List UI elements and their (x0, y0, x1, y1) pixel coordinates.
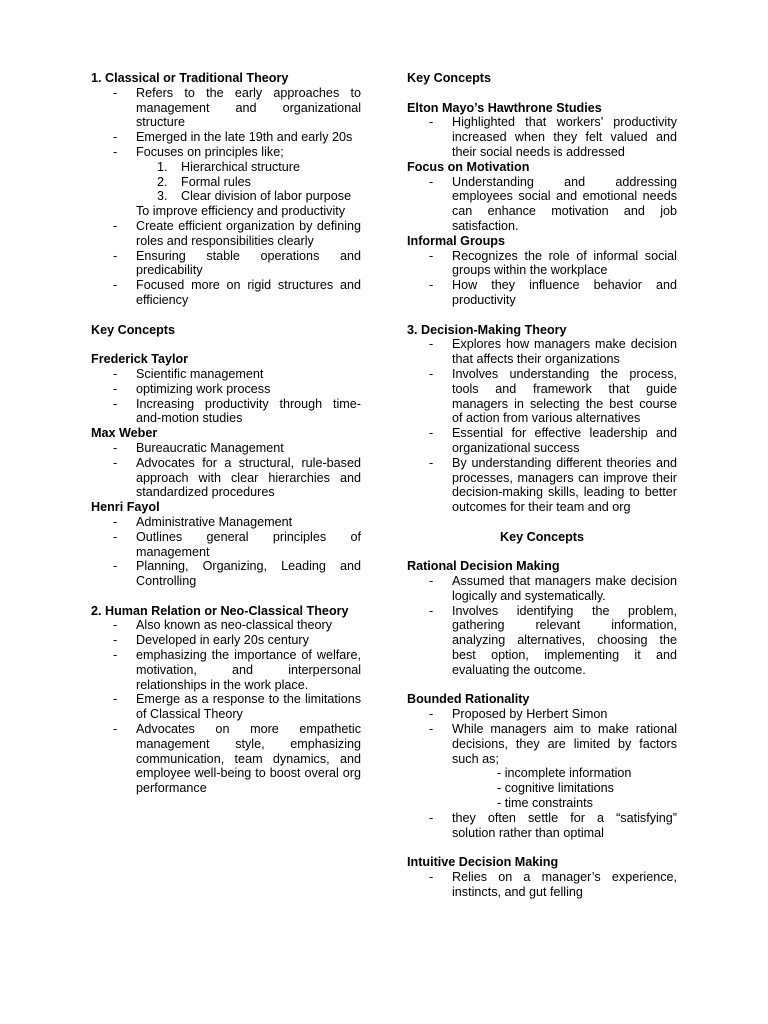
bullet-text: Essential for effective leadership and organizational success (452, 426, 677, 455)
section-heading: Key Concepts (407, 71, 491, 85)
bullet-item (407, 604, 677, 678)
dash-bullet: - (113, 278, 118, 293)
list-number: 1. (157, 159, 168, 174)
bullet-item (407, 249, 677, 279)
bullet-text: Planning, Organizing, Leading and Controlling (136, 559, 361, 589)
blank-line (407, 678, 677, 693)
bullet-text: Developed in early 20s century (136, 633, 309, 648)
bullet-item (91, 618, 361, 633)
list-number: 3. (157, 189, 168, 204)
numbered-item (91, 175, 361, 190)
dash-bullet: - (429, 722, 434, 737)
bullet-item (91, 633, 361, 648)
bullet-text: Assumed that managers make decision logically and systematically. (452, 574, 677, 603)
bullet-text: they often settle for a “satisfying” solution rather than optimal (452, 810, 677, 840)
dash-bullet: - (113, 248, 118, 263)
bullet-item (407, 722, 677, 766)
section-heading: Focus on Motivation (407, 159, 530, 174)
sub-item: - time constraints (497, 796, 593, 811)
bullet-item (407, 278, 677, 308)
numbered-item (91, 160, 361, 175)
bullet-item (91, 722, 361, 796)
bullet-text: Refers to the early approaches to management and organizational structure (136, 85, 361, 130)
bullet-item (91, 648, 361, 692)
bullet-text: Also known as neo-classical theory (136, 618, 332, 633)
section-heading: Frederick Taylor (91, 352, 189, 367)
numbered-item (91, 189, 361, 204)
section-heading: Elton Mayo’s Hawthrone Studies (407, 100, 602, 115)
dash-bullet: - (429, 707, 434, 722)
bullet-item (91, 559, 361, 589)
bullet-text: optimizing work process (136, 381, 271, 396)
bullet-text: Advocates on more empathetic management style, emphasizing communication, team dynamics, and employee well-being to boost overal org performance (136, 722, 361, 796)
bullet-text: Increasing productivity through time-and-motion studies (136, 396, 361, 426)
bullet-text: Focuses on principles like; (136, 144, 284, 159)
dash-bullet: - (429, 574, 434, 589)
section-heading: Informal Groups (407, 233, 505, 248)
dash-bullet: - (113, 692, 118, 707)
bullet-text: Proposed by Herbert Simon (452, 707, 608, 722)
dash-bullet: - (113, 144, 118, 159)
bullet-item (91, 219, 361, 249)
bullet-text: How they influence behavior and productivity (452, 278, 677, 307)
bullet-item (407, 175, 677, 234)
bullet-item (91, 530, 361, 560)
section-heading: Bounded Rationality (407, 692, 530, 707)
bullet-item (91, 382, 361, 397)
sub-item: - incomplete information (497, 766, 632, 781)
bullet-item (91, 249, 361, 279)
blank-line (407, 840, 677, 855)
section-heading: Rational Decision Making (407, 559, 560, 574)
dash-bullet: - (429, 870, 434, 885)
section-heading: Intuitive Decision Making (407, 855, 559, 870)
bullet-item (91, 441, 361, 456)
dash-bullet: - (113, 559, 118, 574)
bullet-item (407, 811, 677, 841)
bullet-item (407, 426, 677, 456)
bullet-text: Focused more on rigid structures and efficiency (136, 278, 361, 307)
dash-bullet: - (113, 633, 118, 648)
dash-bullet: - (113, 514, 118, 529)
dash-bullet: - (113, 396, 118, 411)
section-heading: Henri Fayol (91, 500, 160, 515)
bullet-text: Explores how managers make decision that affects their organizations (452, 337, 677, 367)
bullet-text: Create efficient organization by defining roles and responsibilities clearly (136, 218, 361, 248)
dash-bullet: - (429, 603, 434, 618)
bullet-text: emphasizing the importance of welfare, motivation, and interpersonal relationships in the work place. (136, 648, 361, 692)
bullet-item (91, 515, 361, 530)
bullet-item (407, 337, 677, 367)
bullet-text: Bureaucratic Management (136, 440, 284, 455)
dash-bullet: - (429, 337, 434, 352)
bullet-item (91, 397, 361, 427)
bullet-text: Emerged in the late 19th and early 20s (136, 130, 353, 145)
section-heading: Max Weber (91, 426, 158, 441)
dash-bullet: - (429, 278, 434, 293)
dash-bullet: - (429, 455, 434, 470)
bullet-item (91, 145, 361, 160)
bullet-text: Relies on a manager’s experience, instincts, and gut felling (452, 870, 677, 899)
paragraph: To improve efficiency and productivity (136, 204, 346, 219)
bullet-text: Outlines general principles of management (136, 529, 361, 559)
dash-bullet: - (113, 218, 118, 233)
dash-bullet: - (429, 174, 434, 189)
blank-line (407, 515, 677, 530)
bullet-text: Advocates for a structural, rule-based approach with clear hierarchies and standardized procedures (136, 455, 361, 500)
right-column (407, 71, 677, 900)
blank-line (91, 337, 361, 352)
dash-bullet: - (429, 366, 434, 381)
dash-bullet: - (429, 248, 434, 263)
blank-line (91, 308, 361, 323)
dash-bullet: - (113, 381, 118, 396)
bullet-item (91, 130, 361, 145)
bullet-item (407, 367, 677, 426)
dash-bullet: - (113, 648, 118, 663)
dash-bullet: - (113, 529, 118, 544)
bullet-text: Understanding and addressing employees social and emotional needs can enhance motivation and job satisfaction. (452, 174, 677, 233)
bullet-item (91, 278, 361, 308)
numbered-text: Hierarchical structure (181, 159, 300, 174)
blank-line (407, 545, 677, 560)
dash-bullet: - (113, 618, 118, 633)
left-column (91, 71, 361, 796)
bullet-text: Administrative Management (136, 514, 293, 529)
bullet-text: Scientific management (136, 366, 264, 381)
list-number: 2. (157, 174, 168, 189)
dash-bullet: - (113, 130, 118, 145)
dash-bullet: - (113, 440, 118, 455)
bullet-text: By understanding different theories and processes, managers can improve their decision-making skills, leading to better outcomes for their team and org (452, 455, 677, 515)
dash-bullet: - (113, 722, 118, 737)
sub-item: - cognitive limitations (497, 781, 614, 796)
bullet-text: Emerge as a response to the limitations of Classical Theory (136, 692, 361, 722)
bullet-text: Involves identifying the problem, gathering relevant information, analyzing alternatives, choosing the best option, implementing it and evaluating the outcome. (452, 603, 677, 677)
dash-bullet: - (113, 85, 118, 100)
blank-line (407, 86, 677, 101)
bullet-item (91, 367, 361, 382)
dash-bullet: - (113, 455, 118, 470)
bullet-text: Highlighted that workers’ productivity increased when they felt valued and their social needs is addressed (452, 115, 677, 159)
section-heading: 3. Decision-Making Theory (407, 322, 567, 337)
section-heading: Key Concepts (91, 322, 175, 337)
bullet-text: Involves understanding the process, tools and framework that guide managers in selecting the best course of action from various alternatives (452, 366, 677, 426)
bullet-text: Recognizes the role of informal social groups within the workplace (452, 248, 677, 278)
blank-line (407, 308, 677, 323)
numbered-text: Formal rules (181, 174, 251, 189)
bullet-item (407, 115, 677, 159)
bullet-item (407, 456, 677, 515)
section-heading: 2. Human Relation or Neo-Classical Theory (91, 603, 349, 618)
bullet-item (91, 86, 361, 130)
bullet-item (407, 574, 677, 604)
bullet-item (91, 456, 361, 500)
bullet-item (91, 692, 361, 722)
dash-bullet: - (429, 115, 434, 130)
dash-bullet: - (113, 366, 118, 381)
bullet-item (407, 870, 677, 900)
bullet-text: Ensuring stable operations and predicability (136, 248, 361, 278)
bullet-text: While managers aim to make rational decisions, they are limited by factors such as; (452, 722, 677, 766)
dash-bullet: - (429, 426, 434, 441)
numbered-text: Clear division of labor purpose (181, 189, 352, 204)
blank-line (91, 589, 361, 604)
dash-bullet: - (429, 810, 434, 825)
section-heading: 1. Classical or Traditional Theory (91, 71, 289, 85)
section-heading: Key Concepts (500, 529, 584, 544)
bullet-item (407, 707, 677, 722)
